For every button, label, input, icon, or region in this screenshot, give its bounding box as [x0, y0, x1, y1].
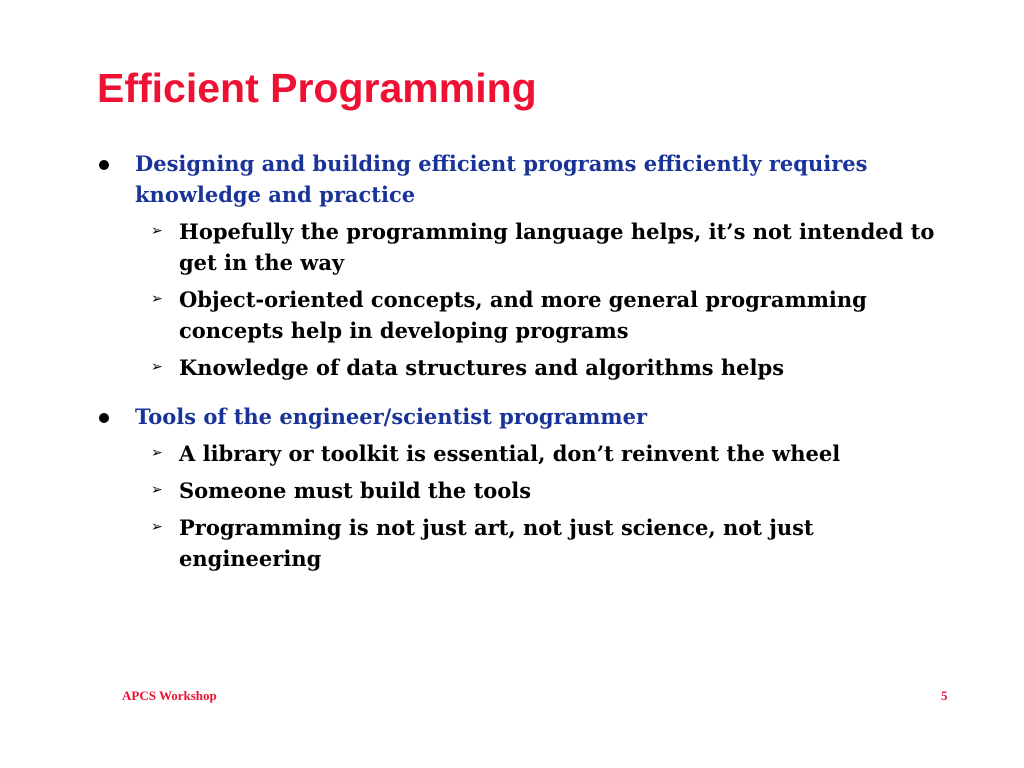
arrow-bullet-icon: ➢ [151, 291, 163, 307]
sub-bullet-text: Object-oriented concepts, and more general programming concepts help in developing programs [179, 287, 867, 343]
sub-bullet-list [135, 438, 957, 574]
arrow-bullet-icon: ➢ [151, 223, 163, 239]
bullet-dot-icon [99, 160, 109, 170]
arrow-bullet-icon: ➢ [151, 519, 163, 535]
sub-bullet-item [135, 438, 957, 469]
sub-bullet-item [135, 284, 957, 346]
arrow-bullet-icon: ➢ [151, 482, 163, 498]
footer-label: APCS Workshop [122, 688, 217, 703]
sub-bullet-item [135, 475, 957, 506]
arrow-bullet-icon: ➢ [151, 359, 163, 375]
bullet-list [97, 148, 957, 580]
sub-bullet-item [135, 512, 957, 574]
sub-bullet-item [135, 216, 957, 278]
bullet-text: Designing and building efficient programs efficiently requires knowledge and practice [135, 151, 868, 207]
page-number: 5 [941, 688, 948, 703]
arrow-bullet-icon: ➢ [151, 445, 163, 461]
sub-bullet-text: A library or toolkit is essential, don’t reinvent the wheel [179, 441, 841, 466]
sub-bullet-text: Someone must build the tools [179, 478, 532, 503]
sub-bullet-list [135, 216, 957, 383]
bullet-dot-icon [99, 413, 109, 423]
bullet-text: Tools of the engineer/scientist programmer [135, 404, 648, 429]
bullet-item [97, 148, 957, 383]
sub-bullet-item [135, 352, 957, 383]
sub-bullet-text: Hopefully the programming language helps, it’s not intended to get in the way [179, 219, 935, 275]
bullet-item [97, 401, 957, 574]
slide-title: Efficient Programming [97, 65, 537, 111]
sub-bullet-text: Programming is not just art, not just science, not just engineering [179, 515, 814, 571]
sub-bullet-text: Knowledge of data structures and algorithms helps [179, 355, 785, 380]
